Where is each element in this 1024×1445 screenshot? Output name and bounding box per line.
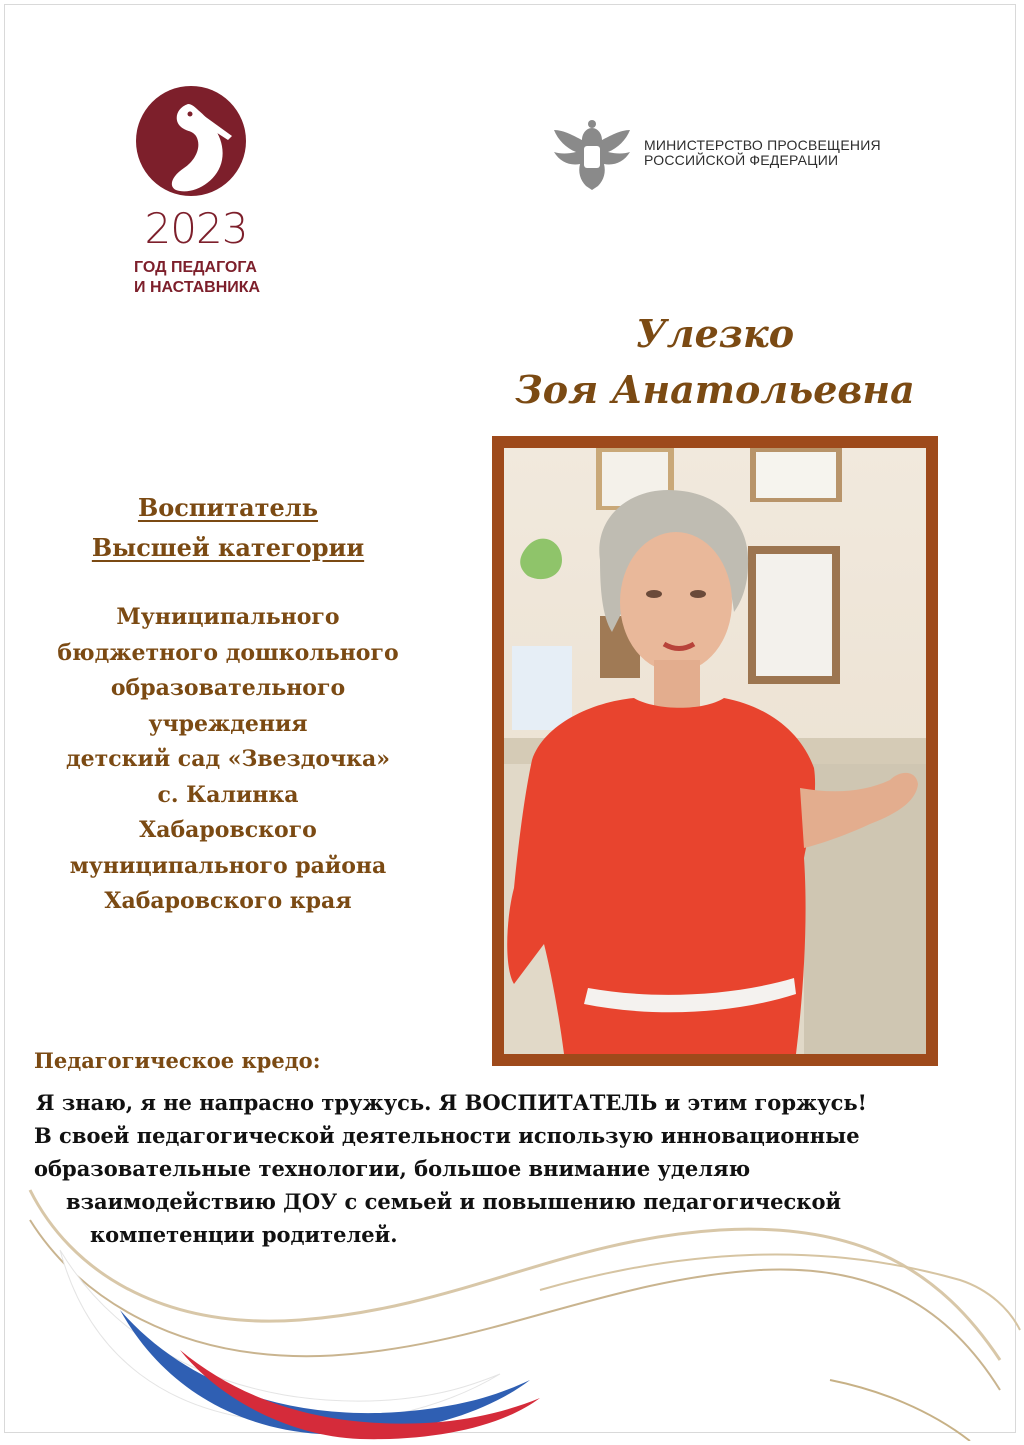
institution-name: [30, 600, 426, 920]
institution-line: учреждения: [148, 710, 308, 737]
credo-line: Я знаю, я не напрасно тружусь. Я ВОСПИТАТЕЛЬ и этим горжусь!: [36, 1090, 867, 1115]
institution-line: Муниципального: [116, 604, 340, 630]
credo-text: [0, 1086, 1024, 1251]
teacher-given-names: Зоя Анатольевна: [515, 367, 915, 412]
position-line-1: Воспитатель: [137, 493, 319, 522]
logo-caption-line-1: ГОД ПЕДАГОГА: [134, 259, 257, 276]
institution-line: образовательного: [110, 675, 346, 701]
ministry-header: [548, 118, 908, 198]
ministry-name-line-1: МИНИСТЕРСТВО ПРОСВЕЩЕНИЯ: [644, 137, 881, 153]
institution-line: детский сад «Звездочка»: [65, 746, 391, 772]
institution-line: Хабаровского: [139, 817, 317, 843]
credo-label: Педагогическое кредо:: [34, 1048, 321, 1073]
credo-line: взаимодействию ДОУ с семьей и повышению педагогической: [66, 1189, 842, 1214]
photo-frame: [492, 436, 938, 1066]
logo-caption: [134, 258, 264, 298]
institution-line: бюджетного дошкольного: [57, 639, 399, 666]
year-of-teacher-logo: [130, 86, 260, 306]
position-title: [40, 488, 416, 568]
credo-line: В своей педагогической деятельности использую инновационные: [34, 1123, 860, 1148]
teacher-photo: [504, 448, 926, 1054]
position-line-2: Высшей категории: [91, 533, 365, 562]
institution-line: Хабаровского края: [104, 888, 352, 914]
credo-line: образовательные технологии, большое внимание уделяю: [34, 1156, 751, 1181]
teacher-name: [470, 306, 960, 418]
pelican-emblem-icon: [136, 86, 246, 196]
institution-line: с. Калинка: [157, 781, 299, 808]
double-headed-eagle-icon: [548, 118, 636, 192]
ministry-name-line-2: РОССИЙСКОЙ ФЕДЕРАЦИИ: [644, 152, 839, 168]
logo-caption-line-2: И НАСТАВНИКА: [134, 279, 261, 296]
teacher-surname: Улезко: [635, 311, 795, 356]
logo-year: 2023: [144, 204, 248, 253]
ministry-name: [644, 138, 914, 168]
institution-line: муниципального района: [69, 852, 387, 879]
credo-line: компетенции родителей.: [90, 1222, 398, 1247]
